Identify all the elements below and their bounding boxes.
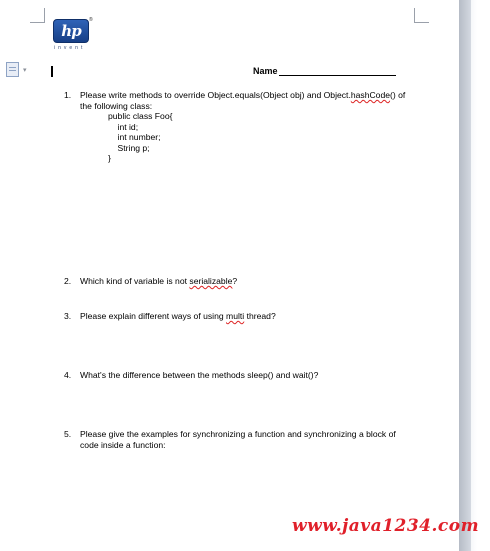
document-icon[interactable] — [6, 62, 27, 77]
code-line: int number; — [108, 132, 161, 142]
crop-mark-top-right — [414, 8, 429, 23]
question-line: Please give the examples for synchronizing a function and synchronizing a block of — [80, 429, 396, 439]
text-cursor — [51, 66, 53, 77]
code-line: String p; — [108, 142, 150, 153]
hp-logo-mark: hp — [53, 19, 89, 43]
question-2 — [64, 276, 424, 287]
question-4 — [64, 370, 424, 381]
logo-tagline: invent — [54, 45, 86, 51]
code-line: int id; — [108, 121, 139, 132]
question-line: the following class: — [80, 100, 153, 111]
name-label: Name — [253, 66, 278, 76]
question-number: 4. — [64, 370, 72, 380]
page-boundary-bar — [459, 0, 471, 551]
code-line: public class Foo{ — [108, 111, 173, 121]
question-text: Please explain different ways of using multi thread? — [80, 311, 276, 321]
name-field[interactable] — [253, 66, 396, 76]
spell-flag: multi — [226, 311, 245, 321]
question-line: code inside a function: — [80, 439, 166, 450]
site-watermark: www.java1234.com — [292, 516, 480, 536]
spell-flag: hashCode — [350, 90, 391, 100]
question-number: 3. — [64, 311, 72, 321]
question-5 — [64, 429, 424, 450]
question-text: What's the difference between the methods sleep() and wait()? — [80, 370, 319, 380]
spell-flag: serializable — [189, 276, 233, 286]
registered-mark: ® — [89, 17, 93, 23]
code-line: } — [108, 153, 111, 163]
hp-logo — [53, 17, 93, 51]
question-3 — [64, 311, 424, 322]
question-number: 5. — [64, 429, 72, 439]
crop-mark-top-left — [30, 8, 45, 23]
dropdown-arrow-icon: ▾ — [23, 66, 27, 74]
question-number: 2. — [64, 276, 72, 286]
question-line: Please write methods to override Object.equals(Object obj) and Object.hashCode() of — [80, 90, 406, 100]
code-block — [108, 111, 424, 164]
question-1 — [64, 90, 424, 164]
question-text: Which kind of variable is not serializable? — [80, 276, 238, 286]
page-icon — [6, 62, 19, 77]
question-number: 1. — [64, 90, 72, 100]
name-underline[interactable] — [279, 66, 396, 76]
